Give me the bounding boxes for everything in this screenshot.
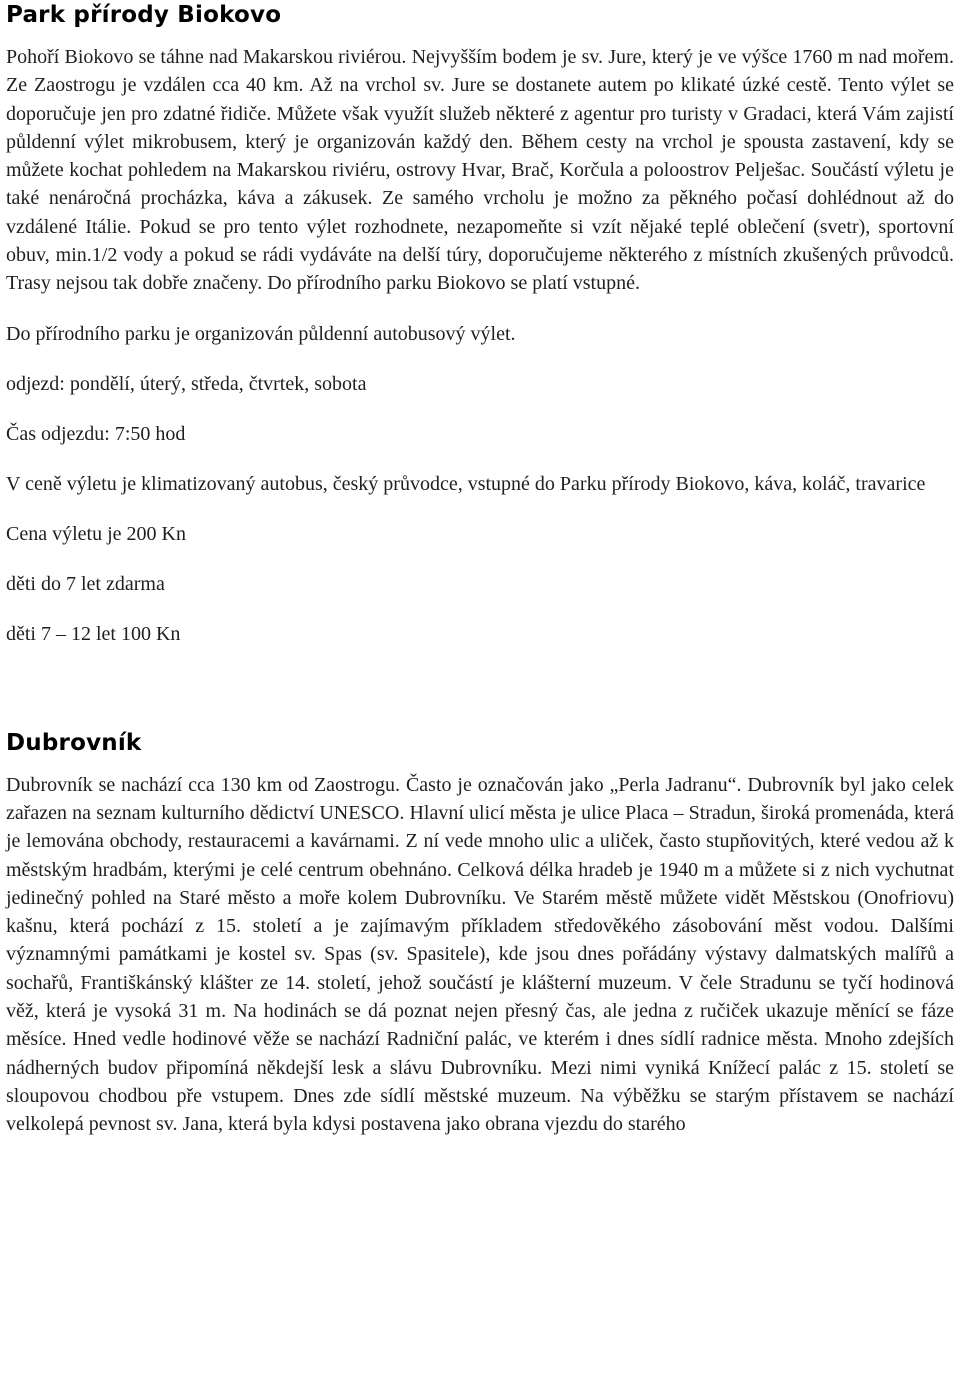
spacer: [6, 548, 954, 570]
spacer: [6, 648, 954, 728]
paragraph-dubrovnik-body: Dubrovník se nachází cca 130 km od Zaostrogu. Často je označován jako „Perla Jadranu“. Dubrovník byl jako celek zařazen na seznam kulturního dědictví UNESCO. Hlavní ulicí města je ulice Placa – Stradun, široká promenáda, která je lemována obchody, restauracemi a kavárnami. Z ní vede mnoho ulic a uliček, často stupňovitých, které vedou až k městským hradbám, kterými je celé centrum obehnáno. Celková délka hradeb je 1940 m a můžete si z nich vychutnat jedinečný pohled na Staré město a moře kolem Dubrovníku. Ve Starém městě můžete vidět Městskou (Onofriovu) kašnu, která pochází z 15. století a je zajímavým příkladem středověkého zásobování měst vodou. Dalšími významnými památkami je kostel sv. Spas (sv. Spasitele), kde jsou dnes pořádány výstavy dalmatských malířů a sochařů, Františkánský klášter ze 14. století, jehož součástí je klášterní muzeum. V čele Stradunu se tyčí hodinová věž, která je vysoká 31 m. Na hodinách se dá poznat nejen přesný čas, ale jedna z ručiček ukazuje měnící se fáze měsíce. Hned vedle hodinové věže se nachází Radniční palác, ve kterém i dnes sídlí radnice města. Mnoho zdejších nádherných budov připomíná někdejší lesk a slávu Dubrovníku. Mezi nimi vyniká Knížecí palác z 15. století se sloupovou chodbou pře vstupem. Dnes zde sídlí městské muzeum. Na výběžku se starým přístavem se nachází velkolepá pevnost sv. Jana, která byla kdysi postavena jako obrana vjezdu do starého: [6, 773, 954, 1136]
spacer: [6, 598, 954, 620]
paragraph-price-includes: V ceně výletu je klimatizovaný autobus, český průvodce, vstupné do Parku přírody Biokovo, káva, koláč, travarice: [6, 472, 926, 495]
spacer: [6, 348, 954, 370]
paragraph-departure-days: odjezd: pondělí, úterý, středa, čtvrtek, sobota: [6, 372, 367, 395]
spacer: [6, 757, 954, 771]
paragraph-departure-time: Čas odjezdu: 7:50 hod: [6, 422, 186, 445]
section-title-dubrovnik: Dubrovník: [6, 729, 142, 756]
spacer: [6, 29, 954, 43]
paragraph-children-free: děti do 7 let zdarma: [6, 572, 165, 595]
section-title-biokovo: Park přírody Biokovo: [6, 2, 282, 28]
spacer: [6, 448, 954, 470]
paragraph-biokovo-intro: Pohoří Biokovo se táhne nad Makarskou riviérou. Nejvyšším bodem je sv. Jure, který je ve výšce 1760 m nad mořem. Ze Zaostrogu je vzdálen cca 40 km. Až na vrchol sv. Jure se dostanete autem po klikaté úzké cestě. Tento výlet se doporučuje jen pro zdatné řidiče. Můžete však využít služeb některé z agentur pro turisty v Gradaci, která Vám zajistí půldenní výlet mikrobusem, který je organizován každý den. Během cesty na vrchol je spousta zastavení, kdy se můžete kochat pohledem na Makarskou riviéru, ostrovy Hvar, Brač, Korčula a poloostrov Pelješac. Součástí výletu je také nenáročná procházka, káva a zákusek. Ze samého vrcholu je možno za pěkného počasí dohlédnout až do vzdálené Itálie. Pokud se pro tento výlet rozhodnete, nezapomeňte si vzít nějaké teplé oblečení (svetr), sportovní obuv, min.1/2 vody a pokud se rádi vydáváte na delší túry, doporučujeme některého z místních zkušených průvodců. Trasy nejsou tak dobře značeny. Do přírodního parku Biokovo se platí vstupné.: [6, 46, 954, 295]
spacer: [6, 298, 954, 320]
spacer: [6, 398, 954, 420]
paragraph-price: Cena výletu je 200 Kn: [6, 522, 186, 545]
paragraph-children-price: děti 7 – 12 let 100 Kn: [6, 622, 181, 645]
spacer: [6, 498, 954, 520]
paragraph-trip: Do přírodního parku je organizován půldenní autobusový výlet.: [6, 322, 516, 345]
